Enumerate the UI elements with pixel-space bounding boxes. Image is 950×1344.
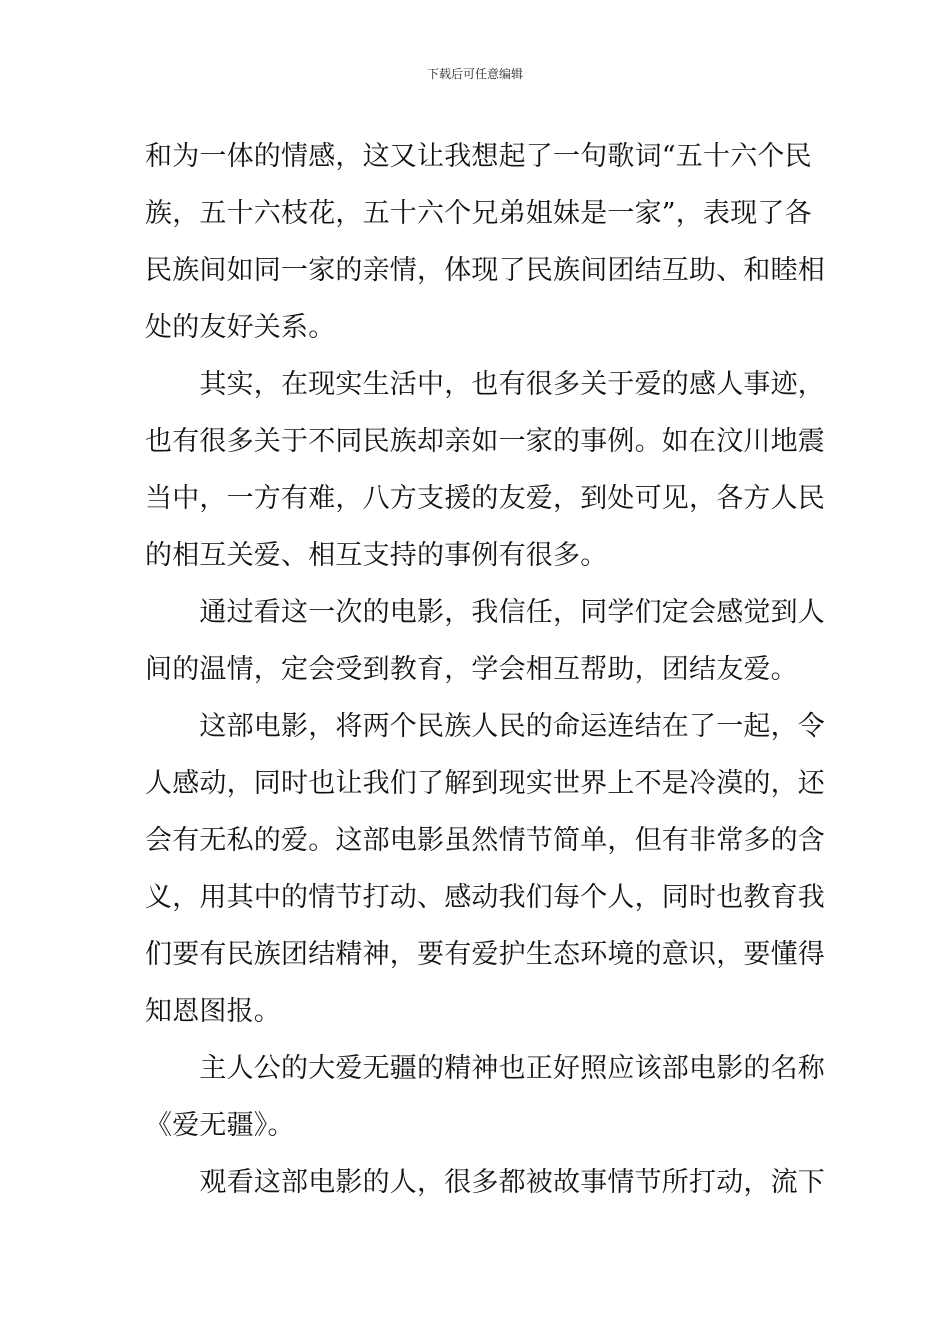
body-text <box>145 128 825 1211</box>
text-line: 主人公的大爱无疆的精神也正好照应该部电影的名称 <box>145 1053 825 1084</box>
text-line: 其实，在现实生活中，也有很多关于爱的感人事迹， <box>145 369 825 400</box>
text-line: 也有很多关于不同民族却亲如一家的事例。如在汶川地震 <box>145 426 825 457</box>
text-line: 们要有民族团结精神，要有爱护生态环境的意识，要懂得 <box>145 939 825 970</box>
text-line: 观看这部电影的人，很多都被故事情节所打动，流下 <box>145 1167 825 1198</box>
page-header: 下载后可任意编辑 <box>426 67 523 81</box>
text-line: 义，用其中的情节打动、感动我们每个人，同时也教育我 <box>145 882 825 913</box>
text-line: 知恩图报。 <box>145 996 281 1027</box>
text-line: 的相互关爱、相互支持的事例有很多。 <box>145 540 608 571</box>
text-line: 民族间如同一家的亲情，体现了民族间团结互助、和睦相 <box>145 255 825 286</box>
text-line: 会有无私的爱。这部电影虽然情节简单，但有非常多的含 <box>145 825 825 856</box>
text-line: 人感动，同时也让我们了解到现实世界上不是冷漠的，还 <box>145 768 825 799</box>
text-line: 处的友好关系。 <box>145 312 336 343</box>
text-line: 《爱无疆》。 <box>145 1110 295 1141</box>
text-line: 通过看这一次的电影，我信任，同学们定会感觉到人 <box>145 597 825 628</box>
text-line: 当中，一方有难，八方支援的友爱，到处可见，各方人民 <box>145 483 825 514</box>
text-line: 这部电影，将两个民族人民的命运连结在了一起，令 <box>145 711 825 742</box>
text-line: 和为一体的情感，这又让我想起了一句歌词“五十六个民 <box>145 141 812 172</box>
text-line: 间的温情，定会受到教育，学会相互帮助，团结友爱。 <box>145 654 798 685</box>
text-line: 族，五十六枝花，五十六个兄弟姐妹是一家”，表现了各 <box>145 198 812 229</box>
